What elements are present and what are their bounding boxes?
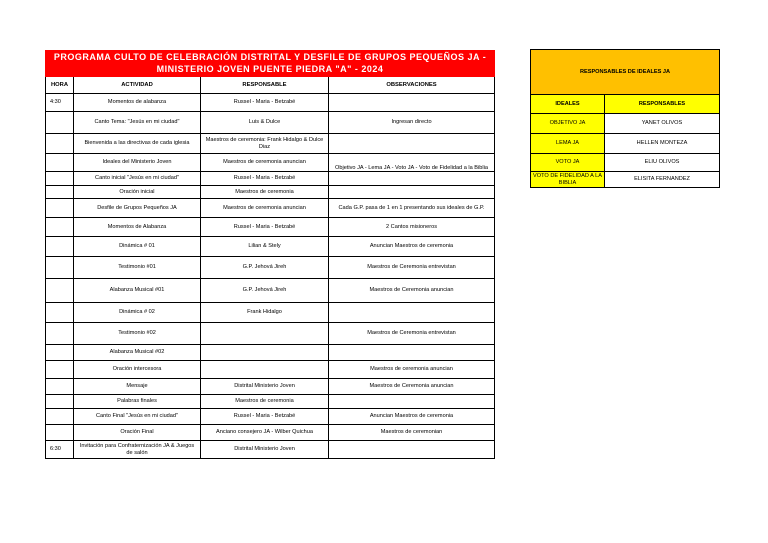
cell-actividad: Testimonio #02 bbox=[74, 323, 201, 345]
cell-responsable: Maestros de ceremonia anuncian bbox=[201, 199, 329, 218]
cell-responsable: Russel - Maria - Betzabé bbox=[201, 218, 329, 237]
table-row bbox=[46, 425, 495, 441]
cell-hora: 6:30 bbox=[46, 441, 74, 459]
cell-observaciones bbox=[329, 345, 495, 361]
cell-actividad: Dinámica # 01 bbox=[74, 237, 201, 257]
cell-observaciones: Objetivo JA - Lema JA - Voto JA - Voto de Fidelidad a la Biblia bbox=[329, 154, 495, 172]
table-row bbox=[46, 345, 495, 361]
cell-observaciones bbox=[329, 441, 495, 459]
cell-responsable-ideal: HELLEN MONTEZA bbox=[605, 134, 720, 154]
table-row bbox=[46, 218, 495, 237]
cell-responsable: Maestros de ceremonia anuncian bbox=[201, 154, 329, 172]
cell-actividad: Bienvenida a las directivas de cada iglesia bbox=[74, 134, 201, 154]
table-row bbox=[46, 154, 495, 172]
table-row bbox=[46, 237, 495, 257]
cell-actividad: Momentos de Alabanza bbox=[74, 218, 201, 237]
header-responsable: RESPONSABLE bbox=[201, 77, 329, 94]
cell-hora bbox=[46, 218, 74, 237]
table-row bbox=[46, 395, 495, 409]
cell-hora bbox=[46, 379, 74, 395]
table-row bbox=[46, 379, 495, 395]
cell-actividad: Mensaje bbox=[74, 379, 201, 395]
cell-observaciones bbox=[329, 94, 495, 112]
header-ideales: IDEALES bbox=[531, 95, 605, 114]
cell-hora bbox=[46, 199, 74, 218]
ideal-row bbox=[531, 172, 720, 188]
table-row bbox=[46, 134, 495, 154]
cell-hora bbox=[46, 395, 74, 409]
cell-actividad: Oración intercesora bbox=[74, 361, 201, 379]
cell-responsable bbox=[201, 361, 329, 379]
cell-responsable: Russel - Maria - Betzabé bbox=[201, 172, 329, 186]
cell-hora bbox=[46, 257, 74, 279]
ideals-title: RESPONSABLES DE IDEALES JA bbox=[531, 50, 720, 95]
cell-responsable: G.P. Jehová Jireh bbox=[201, 279, 329, 303]
cell-actividad: Momentos de alabanza bbox=[74, 94, 201, 112]
cell-observaciones: Maestros de Ceremonia entrevistan bbox=[329, 257, 495, 279]
cell-hora bbox=[46, 323, 74, 345]
table-header-row bbox=[46, 77, 495, 94]
cell-actividad: Oración inicial bbox=[74, 186, 201, 199]
cell-observaciones bbox=[329, 395, 495, 409]
cell-responsable: Maestros de ceremonia bbox=[201, 395, 329, 409]
cell-responsable: Luis & Dulce bbox=[201, 112, 329, 134]
program-table-container bbox=[45, 50, 494, 459]
program-title-line-1: PROGRAMA CULTO DE CELEBRACIÓN DISTRITAL Y DESFILE DE GRUPOS PEQUEÑOS JA - bbox=[53, 52, 487, 63]
table-row bbox=[46, 409, 495, 425]
cell-hora bbox=[46, 345, 74, 361]
cell-actividad: Ideales del Ministerio Joven bbox=[74, 154, 201, 172]
ideals-rows bbox=[531, 114, 720, 188]
cell-hora bbox=[46, 279, 74, 303]
cell-observaciones: Maestros de Ceremonia entrevistan bbox=[329, 323, 495, 345]
table-row bbox=[46, 199, 495, 218]
cell-responsable bbox=[201, 323, 329, 345]
cell-ideal: OBJETIVO JA bbox=[531, 114, 605, 134]
table-row bbox=[46, 257, 495, 279]
cell-responsable: Distrital Ministerio Joven bbox=[201, 379, 329, 395]
cell-ideal: VOTO JA bbox=[531, 154, 605, 172]
program-table bbox=[45, 50, 495, 459]
cell-observaciones: Cada G.P. pasa de 1 en 1 presentando sus ideales de G.P. bbox=[329, 199, 495, 218]
cell-responsable-ideal: ELISITA FERNANDEZ bbox=[605, 172, 720, 188]
table-row bbox=[46, 186, 495, 199]
cell-observaciones: Maestros de Ceremonia anuncian bbox=[329, 279, 495, 303]
cell-observaciones bbox=[329, 134, 495, 154]
cell-ideal: VOTO DE FIDELIDAD A LA BIBLIA bbox=[531, 172, 605, 188]
cell-responsable bbox=[201, 345, 329, 361]
cell-responsable: Russel - Maria - Betzabé bbox=[201, 409, 329, 425]
cell-observaciones bbox=[329, 303, 495, 323]
cell-actividad: Testimonio #01 bbox=[74, 257, 201, 279]
table-row bbox=[46, 303, 495, 323]
cell-responsable: Anciano consejero JA - Wilber Quichua bbox=[201, 425, 329, 441]
cell-actividad: Alabanza Musical #01 bbox=[74, 279, 201, 303]
cell-actividad: Canto inicial "Jesús en mi ciudad" bbox=[74, 172, 201, 186]
ideals-header-row bbox=[531, 95, 720, 114]
cell-actividad: Dinámica # 02 bbox=[74, 303, 201, 323]
table-row bbox=[46, 112, 495, 134]
header-hora: HORA bbox=[46, 77, 74, 94]
table-row bbox=[46, 323, 495, 345]
header-observaciones: OBSERVACIONES bbox=[329, 77, 495, 94]
cell-responsable-ideal: ELIU OLIVOS bbox=[605, 154, 720, 172]
ideal-row bbox=[531, 114, 720, 134]
cell-actividad: Canto Tema: "Jesús en mi ciudad" bbox=[74, 112, 201, 134]
cell-actividad: Invitación para Confraternización JA & Juegos de salón bbox=[74, 441, 201, 459]
cell-observaciones bbox=[329, 186, 495, 199]
cell-hora bbox=[46, 134, 74, 154]
ideal-row bbox=[531, 154, 720, 172]
cell-hora bbox=[46, 303, 74, 323]
cell-observaciones: Anuncian Maestros de ceremonia bbox=[329, 237, 495, 257]
program-rows bbox=[46, 94, 495, 459]
cell-responsable: Maestros de ceremonia bbox=[201, 186, 329, 199]
cell-responsable: Distrital Ministerio Joven bbox=[201, 441, 329, 459]
cell-hora bbox=[46, 186, 74, 199]
cell-hora bbox=[46, 237, 74, 257]
cell-actividad: Desfile de Grupos Pequeños JA bbox=[74, 199, 201, 218]
program-title bbox=[46, 51, 495, 77]
header-actividad: ACTIVIDAD bbox=[74, 77, 201, 94]
cell-observaciones: Ingresan directo bbox=[329, 112, 495, 134]
table-row bbox=[46, 441, 495, 459]
ideals-table-container bbox=[530, 49, 719, 188]
cell-actividad: Palabras finales bbox=[74, 395, 201, 409]
cell-responsable: G.P. Jehová Jireh bbox=[201, 257, 329, 279]
table-row bbox=[46, 172, 495, 186]
cell-actividad: Alabanza Musical #02 bbox=[74, 345, 201, 361]
cell-responsable-ideal: YANET OLIVOS bbox=[605, 114, 720, 134]
cell-responsable: Russel - Maria - Betzabé bbox=[201, 94, 329, 112]
header-responsables: RESPONSABLES bbox=[605, 95, 720, 114]
cell-hora bbox=[46, 409, 74, 425]
cell-responsable: Frank Hidalgo bbox=[201, 303, 329, 323]
ideals-table bbox=[530, 49, 720, 188]
program-title-line-2: MINISTERIO JOVEN PUENTE PIEDRA "A" - 2024 bbox=[156, 63, 384, 74]
cell-observaciones bbox=[329, 172, 495, 186]
table-row bbox=[46, 94, 495, 112]
cell-actividad: Canto Final "Jesús en mi ciudad" bbox=[74, 409, 201, 425]
cell-hora bbox=[46, 361, 74, 379]
cell-observaciones: 2 Cantos misioneros bbox=[329, 218, 495, 237]
cell-hora bbox=[46, 425, 74, 441]
cell-responsable: Maestros de ceremonia: Frank Hidalgo & Dulce Diaz bbox=[201, 134, 329, 154]
table-row bbox=[46, 361, 495, 379]
cell-hora: 4:30 bbox=[46, 94, 74, 112]
cell-hora bbox=[46, 172, 74, 186]
table-row bbox=[46, 279, 495, 303]
cell-observaciones: Maestros de ceremonia anuncian bbox=[329, 361, 495, 379]
cell-observaciones: Anuncian Maestros de ceremonia bbox=[329, 409, 495, 425]
cell-observaciones: Maestros de Ceremonia anuncian bbox=[329, 379, 495, 395]
cell-ideal: LEMA JA bbox=[531, 134, 605, 154]
cell-responsable: Lilian & Stely bbox=[201, 237, 329, 257]
cell-hora bbox=[46, 112, 74, 134]
cell-hora bbox=[46, 154, 74, 172]
cell-actividad: Oración Final bbox=[74, 425, 201, 441]
ideal-row bbox=[531, 134, 720, 154]
cell-observaciones: Maestros de ceremonian bbox=[329, 425, 495, 441]
